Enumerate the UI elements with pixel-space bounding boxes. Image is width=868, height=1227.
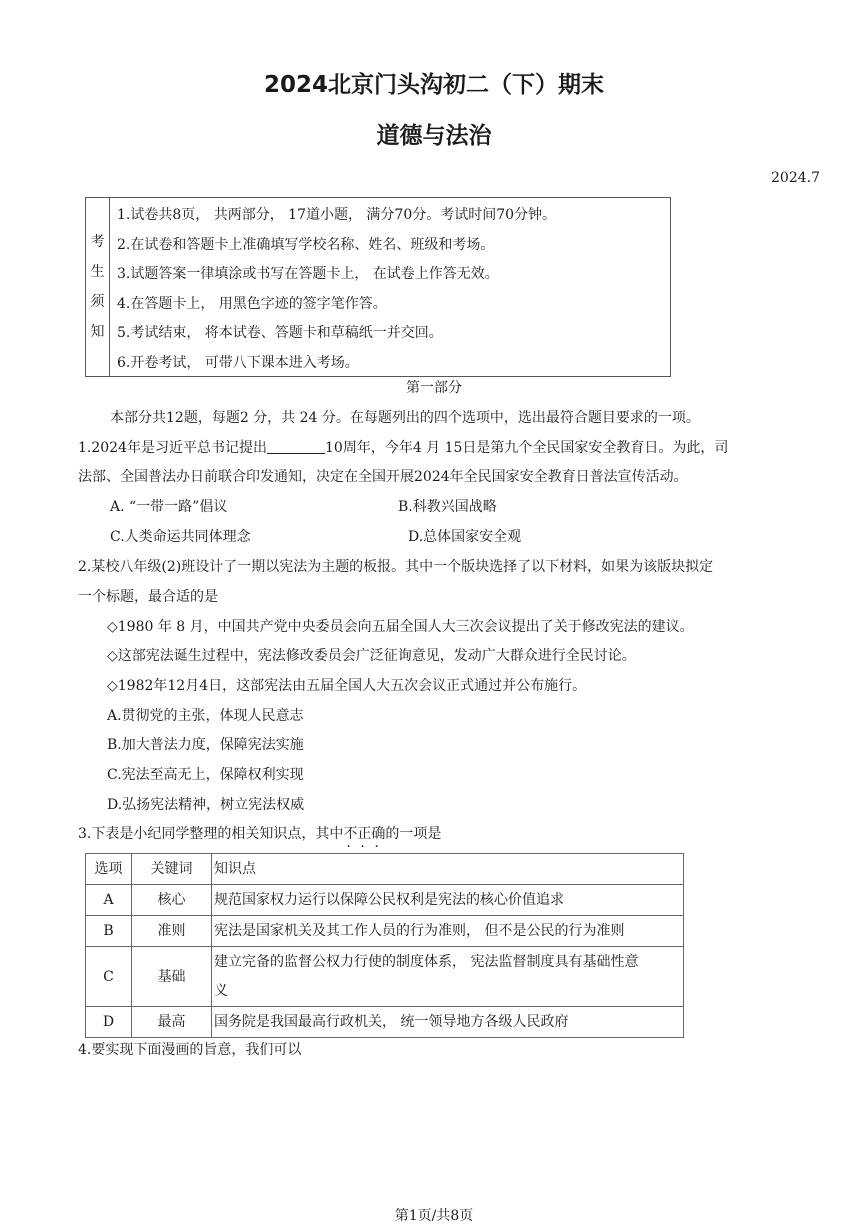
q3-emphasis-char: 不 — [343, 826, 358, 842]
q1-answer-blank — [267, 439, 325, 454]
table-cell-point: 国务院是我国最高行政机关， 统一领导地方各级人民政府 — [212, 1007, 684, 1038]
table-cell-option: D — [86, 1007, 132, 1038]
q3-stem-pre: 3.下表是小纪同学整理的相关知识点，其中 — [78, 826, 344, 842]
table-cell-option: C — [86, 947, 132, 1007]
notice-list — [117, 201, 556, 378]
table-cell-keyword: 基础 — [132, 947, 212, 1007]
q4-stem: 4.要实现下面漫画的旨意，我们可以 — [78, 1042, 302, 1058]
notice-item: 5.考试结束， 将本试卷、答题卡和草稿纸一并交回。 — [117, 325, 443, 341]
q1-option-d: D.总体国家安全观 — [408, 529, 522, 545]
q1-stem-line2: 法部、全国普法办日前联合印发通知，决定在全国开展2024年全民国家安全教育日普法宣传活动。 — [78, 469, 688, 485]
table-cell-point — [212, 947, 684, 1007]
table-header-cell: 知识点 — [212, 854, 684, 885]
notice-item: 4.在答题卡上， 用黑色字迹的签字笔作答。 — [117, 295, 387, 312]
notice-item: 3.试题答案一律填涂或书写在答题卡上， 在试卷上作答无效。 — [117, 266, 499, 282]
q3-emphasis-char: 确 — [371, 826, 386, 842]
q2-option-a: A.贯彻党的主张，体现人民意志 — [107, 708, 304, 724]
q2-material-3: ◇1982年12月4日，这部宪法由五届全国人大五次会议正式通过并公布施行。 — [107, 678, 587, 694]
exam-date: 2024.7 — [771, 170, 820, 186]
table-cell-point-line: 义 — [214, 982, 228, 999]
q1-option-b: B.科教兴国战略 — [398, 499, 497, 515]
table-cell-keyword: 核心 — [132, 885, 212, 916]
q2-option-c: C.宪法至高无上，保障权利实现 — [107, 767, 304, 783]
q2-material-1: ◇1980 年 8 月，中国共产党中央委员会向五届全国人大三次会议提出了关于修改宪法的建议。 — [107, 619, 694, 635]
table-cell-keyword: 最高 — [132, 1007, 212, 1038]
q3-stem-post: 的一项是 — [385, 826, 442, 842]
notice-item: 2.在试卷和答题卡上准确填写学校名称、姓名、班级和考场。 — [117, 236, 495, 253]
q1-option-a: A. “一带一路”倡议 — [110, 499, 228, 515]
table-row — [86, 916, 684, 947]
table-cell-option: A — [86, 885, 132, 916]
table-header-cell: 关键词 — [132, 854, 212, 885]
q1-stem-line1 — [78, 438, 728, 458]
q3-emphasis-char: 正 — [357, 826, 372, 842]
page-number: 第1页/共8页 — [394, 1208, 474, 1224]
part1-intro: 本部分共12题，每题2 分，共 24 分。在每题列出的四个选项中，选出最符合题目要求的一项。 — [110, 410, 700, 426]
notice-side-label — [86, 198, 110, 376]
q3-knowledge-table — [85, 853, 684, 1038]
table-cell-keyword: 准则 — [132, 916, 212, 947]
q2-stem-line1: 2.某校八年级(2)班设计了一期以宪法为主题的板报。其中一个版块选择了以下材料，如果为该版块拟定 — [78, 559, 714, 575]
notice-side-char: 须 — [90, 294, 105, 310]
notice-side-char: 知 — [90, 324, 105, 340]
table-cell-point: 规范国家权力运行以保障公民权利是宪法的核心价值追求 — [212, 885, 684, 916]
q3-stem — [78, 824, 441, 844]
table-cell-point-line: 建立完备的监督公权力行使的制度体系， 宪法监督制度具有基础性意 — [214, 953, 639, 970]
table-cell-point: 宪法是国家机关及其工作人员的行为准则， 但不是公民的行为准则 — [212, 916, 684, 947]
q1-stem-b: 10周年，今年4 月 15日是第九个全民国家安全教育日。为此，司 — [325, 440, 729, 456]
table-row — [86, 947, 684, 1007]
part1-heading: 第一部分 — [406, 380, 462, 396]
exam-title: 2024北京门头沟初二（下）期末 — [263, 72, 604, 98]
q1-option-c: C.人类命运共同体理念 — [110, 529, 251, 545]
notice-item: 6.开卷考试， 可带八下课本进入考场。 — [117, 354, 359, 371]
subject-title: 道德与法治 — [376, 123, 492, 149]
q2-option-b: B.加大普法力度，保障宪法实施 — [107, 737, 304, 753]
q2-material-2: ◇这部宪法诞生过程中，宪法修改委员会广泛征询意见，发动广大群众进行全民讨论。 — [107, 648, 636, 664]
table-row — [86, 885, 684, 916]
notice-item: 1.试卷共8页， 共两部分， 17道小题， 满分70分。考试时间70分钟。 — [117, 207, 557, 223]
table-header-row — [86, 854, 684, 885]
q2-stem-line2: 一个标题，最合适的是 — [78, 589, 218, 605]
table-cell-option: B — [86, 916, 132, 947]
q2-option-d: D.弘扬宪法精神，树立宪法权威 — [107, 797, 305, 813]
table-row — [86, 1007, 684, 1038]
exam-notice-box — [85, 197, 671, 377]
notice-side-char: 考 — [90, 234, 105, 250]
notice-side-char: 生 — [90, 264, 105, 280]
table-header-cell: 选项 — [86, 854, 132, 885]
q1-stem-a: 1.2024年是习近平总书记提出 — [78, 440, 267, 456]
